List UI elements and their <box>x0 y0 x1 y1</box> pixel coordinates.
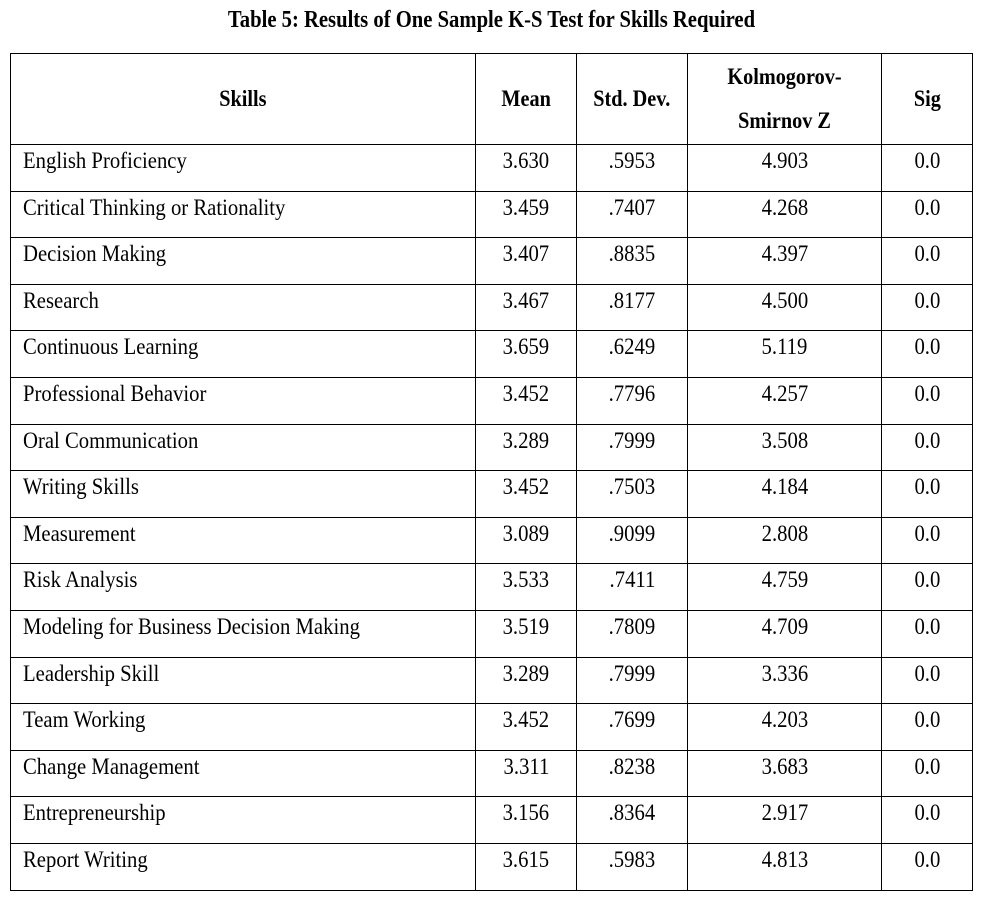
cell-ks-z: 4.397 <box>688 238 882 285</box>
table-row <box>11 564 973 611</box>
cell-sig: 0.0 <box>882 517 973 564</box>
cell-std-dev: .7407 <box>577 191 688 238</box>
table-header <box>11 54 973 145</box>
cell-mean: 3.089 <box>476 517 577 564</box>
cell-ks-z: 4.257 <box>688 377 882 424</box>
cell-mean: 3.452 <box>476 377 577 424</box>
cell-std-dev: .7999 <box>577 424 688 471</box>
cell-mean: 3.452 <box>476 704 577 751</box>
header-std-dev: Std. Dev. <box>577 54 688 145</box>
cell-sig: 0.0 <box>882 331 973 378</box>
cell-mean: 3.467 <box>476 284 577 331</box>
cell-ks-z: 4.709 <box>688 610 882 657</box>
cell-std-dev: .5953 <box>577 145 688 192</box>
table-row <box>11 377 973 424</box>
table-row <box>11 797 973 844</box>
cell-skill: English Proficiency <box>11 145 476 192</box>
cell-skill: Writing Skills <box>11 471 476 518</box>
cell-sig: 0.0 <box>882 471 973 518</box>
cell-std-dev: .9099 <box>577 517 688 564</box>
cell-std-dev: .8177 <box>577 284 688 331</box>
table-row <box>11 471 973 518</box>
table-body <box>11 145 973 891</box>
cell-std-dev: .5983 <box>577 843 688 890</box>
cell-sig: 0.0 <box>882 657 973 704</box>
cell-skill: Professional Behavior <box>11 377 476 424</box>
table-row <box>11 238 973 285</box>
cell-mean: 3.533 <box>476 564 577 611</box>
cell-ks-z: 5.119 <box>688 331 882 378</box>
table-row <box>11 610 973 657</box>
cell-std-dev: .8835 <box>577 238 688 285</box>
cell-sig: 0.0 <box>882 284 973 331</box>
cell-mean: 3.630 <box>476 145 577 192</box>
cell-skill: Entrepreneurship <box>11 797 476 844</box>
cell-mean: 3.459 <box>476 191 577 238</box>
cell-ks-z: 2.808 <box>688 517 882 564</box>
cell-ks-z: 3.336 <box>688 657 882 704</box>
header-skills: Skills <box>11 54 476 145</box>
cell-ks-z: 3.508 <box>688 424 882 471</box>
cell-ks-z: 4.268 <box>688 191 882 238</box>
table-row <box>11 750 973 797</box>
table-caption: Table 5: Results of One Sample K-S Test for Skills Required <box>227 7 756 33</box>
header-ks-z <box>688 54 882 145</box>
cell-skill: Change Management <box>11 750 476 797</box>
cell-ks-z: 4.903 <box>688 145 882 192</box>
cell-mean: 3.407 <box>476 238 577 285</box>
cell-sig: 0.0 <box>882 750 973 797</box>
cell-mean: 3.519 <box>476 610 577 657</box>
cell-sig: 0.0 <box>882 843 973 890</box>
cell-sig: 0.0 <box>882 704 973 751</box>
cell-mean: 3.659 <box>476 331 577 378</box>
table-row <box>11 704 973 751</box>
cell-skill: Critical Thinking or Rationality <box>11 191 476 238</box>
cell-std-dev: .8364 <box>577 797 688 844</box>
cell-sig: 0.0 <box>882 145 973 192</box>
cell-sig: 0.0 <box>882 564 973 611</box>
header-row <box>11 54 973 145</box>
cell-skill: Modeling for Business Decision Making <box>11 610 476 657</box>
cell-ks-z: 4.184 <box>688 471 882 518</box>
cell-sig: 0.0 <box>882 377 973 424</box>
table-row <box>11 843 973 890</box>
table-row <box>11 191 973 238</box>
ks-test-table <box>10 53 973 891</box>
cell-skill: Decision Making <box>11 238 476 285</box>
cell-mean: 3.289 <box>476 657 577 704</box>
table-row <box>11 657 973 704</box>
cell-skill: Report Writing <box>11 843 476 890</box>
cell-skill: Measurement <box>11 517 476 564</box>
cell-mean: 3.311 <box>476 750 577 797</box>
cell-mean: 3.615 <box>476 843 577 890</box>
cell-skill: Continuous Learning <box>11 331 476 378</box>
cell-ks-z: 4.759 <box>688 564 882 611</box>
cell-sig: 0.0 <box>882 797 973 844</box>
cell-sig: 0.0 <box>882 191 973 238</box>
cell-skill: Research <box>11 284 476 331</box>
cell-std-dev: .7796 <box>577 377 688 424</box>
header-ks-z-line1: Kolmogorov- <box>727 64 842 89</box>
cell-std-dev: .7999 <box>577 657 688 704</box>
cell-std-dev: .7699 <box>577 704 688 751</box>
cell-sig: 0.0 <box>882 424 973 471</box>
cell-std-dev: .7411 <box>577 564 688 611</box>
header-mean: Mean <box>476 54 577 145</box>
cell-sig: 0.0 <box>882 610 973 657</box>
cell-mean: 3.289 <box>476 424 577 471</box>
table-row <box>11 145 973 192</box>
cell-skill: Risk Analysis <box>11 564 476 611</box>
cell-std-dev: .7809 <box>577 610 688 657</box>
header-ks-z-line2: Smirnov Z <box>738 108 831 133</box>
cell-sig: 0.0 <box>882 238 973 285</box>
cell-ks-z: 4.500 <box>688 284 882 331</box>
cell-skill: Oral Communication <box>11 424 476 471</box>
cell-skill: Team Working <box>11 704 476 751</box>
table-row <box>11 424 973 471</box>
cell-std-dev: .6249 <box>577 331 688 378</box>
table-row <box>11 331 973 378</box>
cell-ks-z: 4.203 <box>688 704 882 751</box>
table-row <box>11 284 973 331</box>
cell-ks-z: 4.813 <box>688 843 882 890</box>
cell-std-dev: .7503 <box>577 471 688 518</box>
table-row <box>11 517 973 564</box>
cell-ks-z: 3.683 <box>688 750 882 797</box>
cell-std-dev: .8238 <box>577 750 688 797</box>
cell-ks-z: 2.917 <box>688 797 882 844</box>
cell-mean: 3.156 <box>476 797 577 844</box>
cell-mean: 3.452 <box>476 471 577 518</box>
cell-skill: Leadership Skill <box>11 657 476 704</box>
header-sig: Sig <box>882 54 973 145</box>
